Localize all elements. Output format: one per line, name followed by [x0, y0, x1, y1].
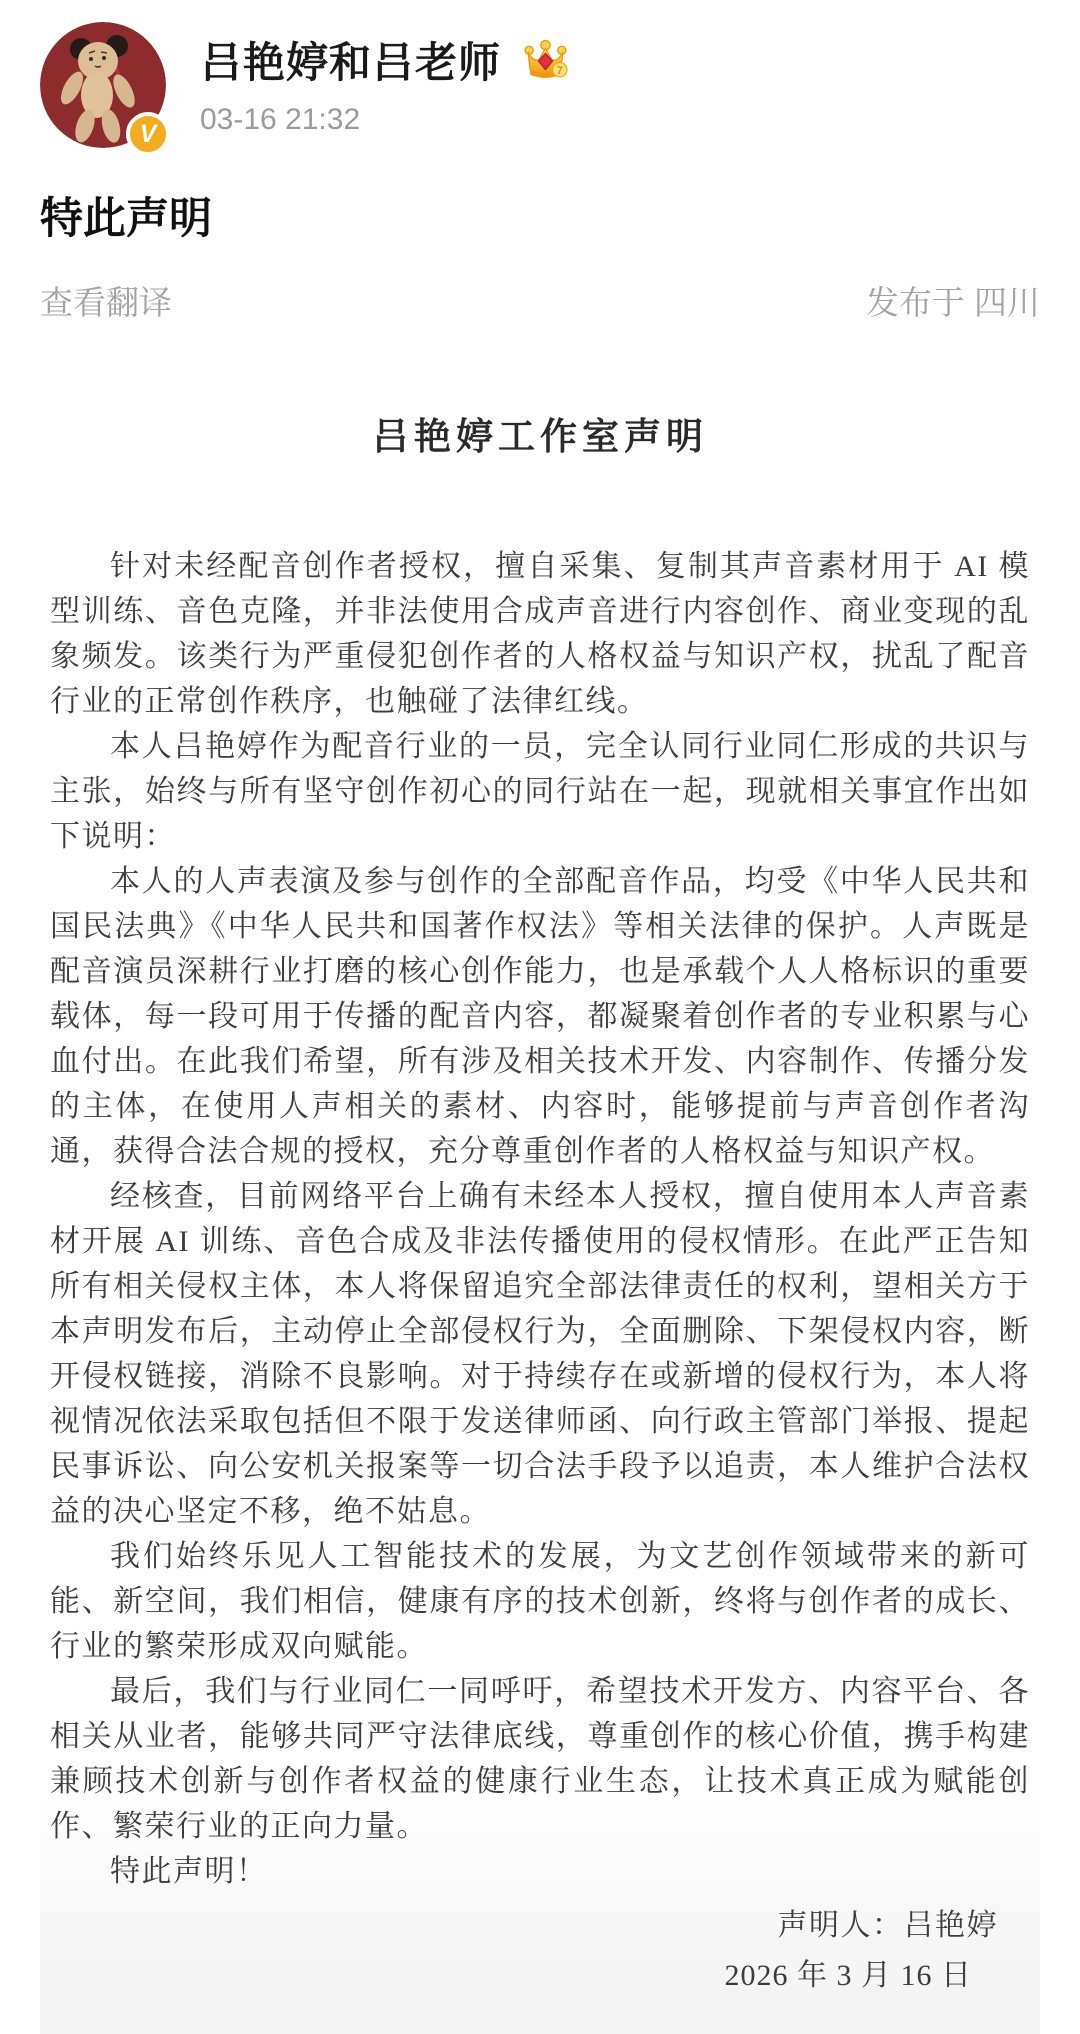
- post-timestamp: 03-16 21:32: [200, 103, 361, 136]
- document-paragraph: 针对未经配音创作者授权，擅自采集、复制其声音素材用于 AI 模型训练、音色克隆，并非法使用合成声音进行内容创作、商业变现的乱象频发。该类行为严重侵犯创作者的人格权益与知识产权，扰乱了配音行业的正常创作秩序，也触碰了法律红线。: [50, 550, 1030, 718]
- post-location: 发布于 四川: [865, 284, 1040, 321]
- document-closing: 特此声明！: [110, 1855, 268, 1888]
- avatar[interactable]: [40, 22, 166, 148]
- statement-document-image[interactable]: [40, 356, 1040, 2034]
- verified-badge-icon: [126, 112, 170, 156]
- post-title: 特此声明: [40, 195, 212, 243]
- view-translation-link[interactable]: 查看翻译: [40, 284, 172, 321]
- vip-crown-badge-icon[interactable]: [523, 39, 568, 82]
- document-signatory: 声明人：吕艳婷: [777, 1909, 998, 1942]
- document-date: 2026 年 3 月 16 日: [724, 1959, 972, 1992]
- document-paragraph: 我们始终乐见人工智能技术的发展，为文艺创作领域带来的新可能、新空间，我们相信，健康有序的技术创新，终将与创作者的成长、行业的繁荣形成双向赋能。: [50, 1540, 1030, 1663]
- document-title: 吕艳婷工作室声明: [372, 417, 708, 458]
- document-paragraph: 最后，我们与行业同仁一同呼吁，希望技术开发方、内容平台、各相关从业者，能够共同严守法律底线，尊重创作的核心价值，携手构建兼顾技术创新与创作者权益的健康行业生态，让技术真正成为赋能创作、繁荣行业的正向力量。: [50, 1675, 1030, 1843]
- author-name[interactable]: 吕艳婷和吕老师: [200, 39, 502, 86]
- document-paragraph: 本人的人声表演及参与创作的全部配音作品，均受《中华人民共和国民法典》《中华人民共和国著作权法》等相关法律的保护。人声既是配音演员深耕行业打磨的核心创作能力，也是承载个人人格标识的重要载体，每一段可用于传播的配音内容，都凝聚着创作者的专业积累与心血付出。在此我们希望，所有涉及相关技术开发、内容制作、传播分发的主体，在使用人声相关的素材、内容时，能够提前与声音创作者沟通，获得合法合规的授权，充分尊重创作者的人格权益与知识产权。: [50, 865, 1030, 1168]
- document-paragraph: 本人吕艳婷作为配音行业的一员，完全认同行业同仁形成的共识与主张，始终与所有坚守创作初心的同行站在一起，现就相关事宜作出如下说明：: [50, 730, 1030, 853]
- verified-letter: V: [139, 119, 157, 148]
- post-meta-row: [40, 277, 1040, 324]
- document-paragraph: 经核查，目前网络平台上确有未经本人授权，擅自使用本人声音素材开展 AI 训练、音色合成及非法传播使用的侵权情形。在此严正告知所有相关侵权主体，本人将保留追究全部法律责任的权利，望相关方于本声明发布后，主动停止全部侵权行为，全面删除、下架侵权内容，断开侵权链接，消除不良影响。对于持续存在或新增的侵权行为，本人将视情况依法采取包括但不限于发送律师函、向行政主管部门举报、提起民事诉讼、向公安机关报案等一切合法手段予以追责，本人维护合法权益的决心坚定不移，绝不姑息。: [50, 1180, 1030, 1528]
- post-header: [40, 22, 1040, 148]
- vip-level-number: 7: [556, 64, 563, 77]
- post-header-info: [200, 22, 568, 137]
